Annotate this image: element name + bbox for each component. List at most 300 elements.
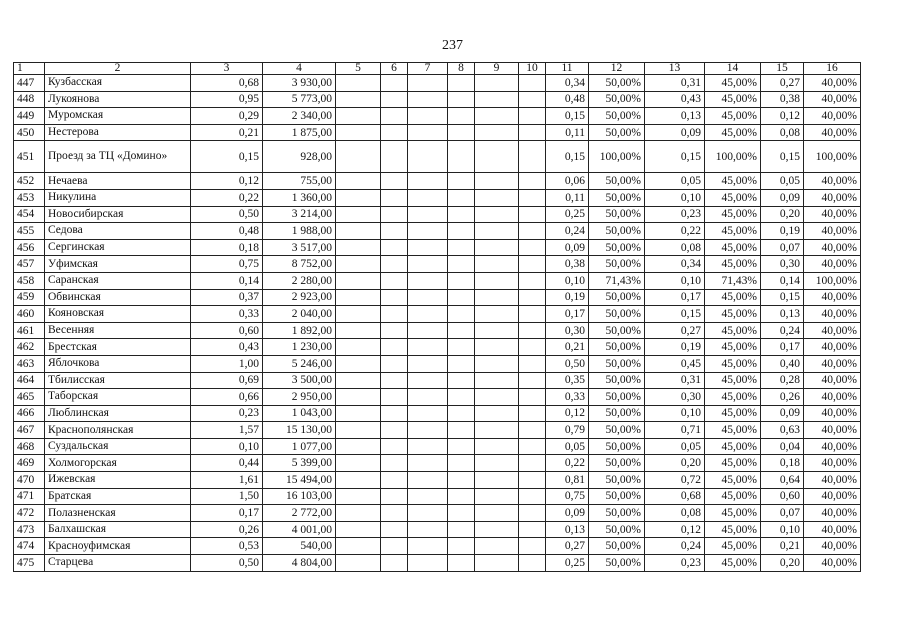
table-cell xyxy=(336,206,381,223)
table-cell: 0,15 xyxy=(645,306,705,323)
table-cell xyxy=(336,223,381,240)
column-header: 9 xyxy=(475,63,519,75)
table-cell: 1,00 xyxy=(191,355,263,372)
table-cell xyxy=(475,405,519,422)
table-cell xyxy=(475,306,519,323)
table-cell: 0,40 xyxy=(761,355,804,372)
table-row xyxy=(14,256,861,273)
table-cell: Лукоянова xyxy=(45,91,191,108)
table-cell: Тбилисская xyxy=(45,372,191,389)
table-row xyxy=(14,455,861,472)
table-cell xyxy=(448,108,475,125)
table-cell xyxy=(408,472,448,489)
table-cell: 45,00% xyxy=(705,75,761,92)
table-cell xyxy=(336,289,381,306)
table-cell: 447 xyxy=(14,75,45,92)
table-cell: 0,23 xyxy=(645,555,705,572)
table-cell xyxy=(475,372,519,389)
table-cell: 0,30 xyxy=(645,389,705,406)
table-cell: 2 772,00 xyxy=(263,505,336,522)
table-cell xyxy=(475,256,519,273)
table-cell: 50,00% xyxy=(589,488,645,505)
table-cell: 50,00% xyxy=(589,372,645,389)
table-cell xyxy=(519,272,546,289)
table-cell: 3 517,00 xyxy=(263,239,336,256)
table-cell xyxy=(448,289,475,306)
table-cell: Нечаева xyxy=(45,173,191,190)
table-cell: 0,20 xyxy=(761,206,804,223)
table-cell: 45,00% xyxy=(705,538,761,555)
table-cell: 50,00% xyxy=(589,256,645,273)
table-cell xyxy=(381,455,408,472)
table-cell: 40,00% xyxy=(804,405,861,422)
table-cell xyxy=(448,339,475,356)
table-cell: 0,18 xyxy=(761,455,804,472)
table-cell xyxy=(408,455,448,472)
table-cell: 40,00% xyxy=(804,505,861,522)
table-cell: 449 xyxy=(14,108,45,125)
table-cell: 40,00% xyxy=(804,389,861,406)
table-cell xyxy=(408,306,448,323)
table-cell: 0,68 xyxy=(191,75,263,92)
table-cell xyxy=(381,422,408,439)
table-cell: 0,43 xyxy=(191,339,263,356)
table-cell xyxy=(448,306,475,323)
table-cell: Весенняя xyxy=(45,322,191,339)
table-cell: 0,05 xyxy=(761,173,804,190)
table-cell xyxy=(475,422,519,439)
table-cell xyxy=(519,306,546,323)
table-cell: Сергинская xyxy=(45,239,191,256)
table-cell xyxy=(475,173,519,190)
table-cell: 100,00% xyxy=(804,272,861,289)
table-cell: 5 773,00 xyxy=(263,91,336,108)
table-cell xyxy=(408,141,448,173)
table-cell xyxy=(448,455,475,472)
table-row xyxy=(14,405,861,422)
table-cell xyxy=(448,472,475,489)
table-cell: 2 040,00 xyxy=(263,306,336,323)
table-cell: 451 xyxy=(14,141,45,173)
table-cell: 928,00 xyxy=(263,141,336,173)
table-cell: 0,43 xyxy=(645,91,705,108)
table-cell: 0,05 xyxy=(645,173,705,190)
table-cell: 2 280,00 xyxy=(263,272,336,289)
table-cell xyxy=(475,555,519,572)
table-cell: 50,00% xyxy=(589,322,645,339)
table-cell xyxy=(336,521,381,538)
column-header: 16 xyxy=(804,63,861,75)
table-cell xyxy=(448,91,475,108)
table-cell xyxy=(448,355,475,372)
table-cell: 0,17 xyxy=(761,339,804,356)
table-cell: 50,00% xyxy=(589,75,645,92)
table-cell xyxy=(519,108,546,125)
table-cell: 50,00% xyxy=(589,124,645,141)
table-cell: 470 xyxy=(14,472,45,489)
table-cell: 45,00% xyxy=(705,521,761,538)
table-cell: 0,63 xyxy=(761,422,804,439)
table-cell: 0,81 xyxy=(546,472,589,489)
table-cell: 0,25 xyxy=(546,555,589,572)
table-cell xyxy=(408,521,448,538)
table-cell xyxy=(408,505,448,522)
table-cell: 5 399,00 xyxy=(263,455,336,472)
table-cell: 45,00% xyxy=(705,405,761,422)
table-cell xyxy=(519,505,546,522)
table-cell: 0,17 xyxy=(191,505,263,522)
table-cell: 0,05 xyxy=(546,438,589,455)
table-cell xyxy=(336,389,381,406)
header-row xyxy=(14,63,861,75)
table-cell: 50,00% xyxy=(589,389,645,406)
table-cell: 45,00% xyxy=(705,206,761,223)
table-cell: 0,26 xyxy=(761,389,804,406)
table-cell xyxy=(475,75,519,92)
table-cell: 71,43% xyxy=(705,272,761,289)
table-cell: Ижевская xyxy=(45,472,191,489)
table-row xyxy=(14,322,861,339)
table-cell xyxy=(336,256,381,273)
table-cell: 453 xyxy=(14,189,45,206)
table-cell: 45,00% xyxy=(705,223,761,240)
table-cell: 0,26 xyxy=(191,521,263,538)
table-cell xyxy=(408,124,448,141)
table-cell: 0,21 xyxy=(191,124,263,141)
table-cell xyxy=(475,141,519,173)
table-cell: 475 xyxy=(14,555,45,572)
table-row xyxy=(14,488,861,505)
table-cell xyxy=(381,438,408,455)
table-cell xyxy=(336,505,381,522)
table-cell: 0,24 xyxy=(645,538,705,555)
table-cell xyxy=(475,239,519,256)
table-cell: 473 xyxy=(14,521,45,538)
table-cell: 45,00% xyxy=(705,505,761,522)
table-cell xyxy=(336,239,381,256)
table-cell: 0,24 xyxy=(546,223,589,240)
table-cell: 5 246,00 xyxy=(263,355,336,372)
column-header: 11 xyxy=(546,63,589,75)
table-cell xyxy=(519,206,546,223)
table-cell: 50,00% xyxy=(589,108,645,125)
table-cell: 0,25 xyxy=(546,206,589,223)
table-row xyxy=(14,124,861,141)
table-cell: 40,00% xyxy=(804,124,861,141)
table-row xyxy=(14,355,861,372)
table-cell xyxy=(448,422,475,439)
table-cell xyxy=(519,455,546,472)
table-cell: 40,00% xyxy=(804,173,861,190)
table-cell: Проезд за ТЦ «Домино» xyxy=(45,141,191,173)
table-cell xyxy=(448,505,475,522)
table-cell xyxy=(381,223,408,240)
table-cell xyxy=(519,289,546,306)
table-cell xyxy=(381,306,408,323)
table-cell: 0,23 xyxy=(191,405,263,422)
table-cell xyxy=(336,422,381,439)
table-cell xyxy=(381,339,408,356)
table-cell: Новосибирская xyxy=(45,206,191,223)
table-cell: Балхашская xyxy=(45,521,191,538)
table-cell: 0,19 xyxy=(546,289,589,306)
table-cell: 50,00% xyxy=(589,289,645,306)
table-cell: 100,00% xyxy=(589,141,645,173)
table-row xyxy=(14,173,861,190)
table-cell xyxy=(475,189,519,206)
table-cell xyxy=(408,289,448,306)
table-cell: 0,34 xyxy=(546,75,589,92)
table-cell xyxy=(408,355,448,372)
table-cell xyxy=(336,538,381,555)
table-cell: 0,15 xyxy=(546,108,589,125)
table-cell: 0,28 xyxy=(761,372,804,389)
table-cell: 45,00% xyxy=(705,372,761,389)
table-row xyxy=(14,223,861,240)
table-cell: 460 xyxy=(14,306,45,323)
table-cell: 1 230,00 xyxy=(263,339,336,356)
table-cell xyxy=(336,355,381,372)
table-cell xyxy=(475,472,519,489)
table-cell: 45,00% xyxy=(705,555,761,572)
table-cell: 0,23 xyxy=(645,206,705,223)
table-cell: 467 xyxy=(14,422,45,439)
table-cell: 0,33 xyxy=(546,389,589,406)
table-cell xyxy=(408,422,448,439)
table-cell xyxy=(381,555,408,572)
table-cell xyxy=(381,355,408,372)
table-cell: 0,22 xyxy=(546,455,589,472)
table-cell: 0,14 xyxy=(761,272,804,289)
table-cell: 4 001,00 xyxy=(263,521,336,538)
table-cell: 0,10 xyxy=(645,272,705,289)
table-cell: 0,31 xyxy=(645,75,705,92)
table-cell: 457 xyxy=(14,256,45,273)
table-cell xyxy=(408,538,448,555)
table-cell xyxy=(336,322,381,339)
table-cell: 40,00% xyxy=(804,306,861,323)
table-cell: Красноуфимская xyxy=(45,538,191,555)
table-cell xyxy=(448,173,475,190)
table-cell xyxy=(336,372,381,389)
table-row xyxy=(14,505,861,522)
table-cell: 1,61 xyxy=(191,472,263,489)
table-row xyxy=(14,422,861,439)
column-header: 3 xyxy=(191,63,263,75)
table-cell xyxy=(448,322,475,339)
column-header: 5 xyxy=(336,63,381,75)
table-cell: 40,00% xyxy=(804,538,861,555)
table-row xyxy=(14,206,861,223)
table-cell: Нестерова xyxy=(45,124,191,141)
table-cell xyxy=(448,239,475,256)
table-cell: 0,15 xyxy=(761,141,804,173)
table-cell: 50,00% xyxy=(589,306,645,323)
table-cell: Брестская xyxy=(45,339,191,356)
table-cell xyxy=(519,538,546,555)
table-cell xyxy=(448,488,475,505)
table-cell: 40,00% xyxy=(804,256,861,273)
table-cell: 40,00% xyxy=(804,289,861,306)
table-cell: 50,00% xyxy=(589,355,645,372)
table-cell xyxy=(475,538,519,555)
column-header: 8 xyxy=(448,63,475,75)
table-cell: 0,07 xyxy=(761,239,804,256)
table-cell: 50,00% xyxy=(589,521,645,538)
table-cell xyxy=(336,555,381,572)
table-cell xyxy=(448,141,475,173)
table-cell: 1,50 xyxy=(191,488,263,505)
table-cell: Суздальская xyxy=(45,438,191,455)
table-cell xyxy=(381,173,408,190)
table-cell: 45,00% xyxy=(705,306,761,323)
table-cell xyxy=(475,223,519,240)
table-cell xyxy=(475,455,519,472)
table-cell: 40,00% xyxy=(804,438,861,455)
table-cell xyxy=(381,372,408,389)
table-cell: 0,05 xyxy=(645,438,705,455)
table-cell: 0,75 xyxy=(546,488,589,505)
table-cell: 0,27 xyxy=(645,322,705,339)
table-cell: 0,10 xyxy=(645,189,705,206)
table-cell: 0,95 xyxy=(191,91,263,108)
table-cell: 45,00% xyxy=(705,322,761,339)
table-cell xyxy=(408,555,448,572)
table-cell: 45,00% xyxy=(705,355,761,372)
table-cell: 452 xyxy=(14,173,45,190)
table-cell xyxy=(519,339,546,356)
table-cell xyxy=(519,389,546,406)
table-cell: 1 892,00 xyxy=(263,322,336,339)
table-cell: 0,08 xyxy=(645,505,705,522)
table-cell xyxy=(448,405,475,422)
table-cell xyxy=(381,91,408,108)
table-cell: 40,00% xyxy=(804,223,861,240)
table-cell: 0,11 xyxy=(546,124,589,141)
table-row xyxy=(14,339,861,356)
table-cell xyxy=(475,339,519,356)
table-cell xyxy=(381,289,408,306)
table-cell: 0,38 xyxy=(761,91,804,108)
table-cell: 0,12 xyxy=(761,108,804,125)
table-row xyxy=(14,438,861,455)
table-cell: 0,10 xyxy=(546,272,589,289)
table-cell xyxy=(408,206,448,223)
table-cell xyxy=(475,91,519,108)
table-cell: 0,09 xyxy=(645,124,705,141)
table-cell: 0,50 xyxy=(191,555,263,572)
table-cell: 458 xyxy=(14,272,45,289)
table-cell: 0,10 xyxy=(191,438,263,455)
table-cell xyxy=(381,206,408,223)
table-cell xyxy=(408,91,448,108)
table-cell xyxy=(408,256,448,273)
table-cell xyxy=(381,124,408,141)
table-cell: 0,69 xyxy=(191,372,263,389)
table-cell xyxy=(448,75,475,92)
table-cell: 16 103,00 xyxy=(263,488,336,505)
table-cell xyxy=(408,272,448,289)
table-cell: Седова xyxy=(45,223,191,240)
table-cell: 40,00% xyxy=(804,372,861,389)
table-cell: 3 500,00 xyxy=(263,372,336,389)
table-cell: 0,45 xyxy=(645,355,705,372)
table-cell xyxy=(336,438,381,455)
table-cell: 0,14 xyxy=(191,272,263,289)
table-cell: Братская xyxy=(45,488,191,505)
table-cell: 50,00% xyxy=(589,91,645,108)
table-cell: 0,30 xyxy=(546,322,589,339)
table-cell: 0,10 xyxy=(761,521,804,538)
table-cell: 0,15 xyxy=(546,141,589,173)
table-cell: 1 875,00 xyxy=(263,124,336,141)
table-cell xyxy=(336,306,381,323)
table-cell: 3 930,00 xyxy=(263,75,336,92)
table-cell: 466 xyxy=(14,405,45,422)
table-cell: 40,00% xyxy=(804,339,861,356)
table-cell: 0,11 xyxy=(546,189,589,206)
table-cell xyxy=(381,189,408,206)
table-cell xyxy=(408,189,448,206)
table-cell: 465 xyxy=(14,389,45,406)
table-cell: 0,06 xyxy=(546,173,589,190)
table-cell: 0,20 xyxy=(645,455,705,472)
table-cell: 0,31 xyxy=(645,372,705,389)
column-header: 2 xyxy=(45,63,191,75)
table-cell xyxy=(381,472,408,489)
table-cell xyxy=(381,256,408,273)
table-cell: 4 804,00 xyxy=(263,555,336,572)
table-cell: 0,12 xyxy=(645,521,705,538)
table-cell: 40,00% xyxy=(804,239,861,256)
table-cell: 1 043,00 xyxy=(263,405,336,422)
table-cell xyxy=(519,355,546,372)
table-cell: 0,04 xyxy=(761,438,804,455)
data-table xyxy=(13,62,861,572)
table-cell: 0,53 xyxy=(191,538,263,555)
table-cell xyxy=(336,124,381,141)
table-cell: 50,00% xyxy=(589,538,645,555)
table-cell xyxy=(381,538,408,555)
table-cell: Кояновская xyxy=(45,306,191,323)
table-cell xyxy=(475,438,519,455)
column-header: 1 xyxy=(14,63,45,75)
table-cell xyxy=(408,389,448,406)
table-cell: 0,34 xyxy=(645,256,705,273)
table-cell xyxy=(519,141,546,173)
table-cell xyxy=(381,322,408,339)
table-cell: 540,00 xyxy=(263,538,336,555)
table-cell: 40,00% xyxy=(804,91,861,108)
table-cell: 15 130,00 xyxy=(263,422,336,439)
table-cell: 40,00% xyxy=(804,455,861,472)
table-cell xyxy=(381,405,408,422)
table-cell: 50,00% xyxy=(589,438,645,455)
table-cell: 45,00% xyxy=(705,124,761,141)
table-cell: 1 077,00 xyxy=(263,438,336,455)
table-cell: Саранская xyxy=(45,272,191,289)
table-cell xyxy=(381,272,408,289)
table-cell xyxy=(381,239,408,256)
table-cell xyxy=(336,488,381,505)
table-row xyxy=(14,91,861,108)
table-cell: 50,00% xyxy=(589,339,645,356)
table-cell xyxy=(519,75,546,92)
table-cell xyxy=(519,91,546,108)
table-cell: Старцева xyxy=(45,555,191,572)
table-cell: 0,21 xyxy=(546,339,589,356)
table-cell: 0,37 xyxy=(191,289,263,306)
